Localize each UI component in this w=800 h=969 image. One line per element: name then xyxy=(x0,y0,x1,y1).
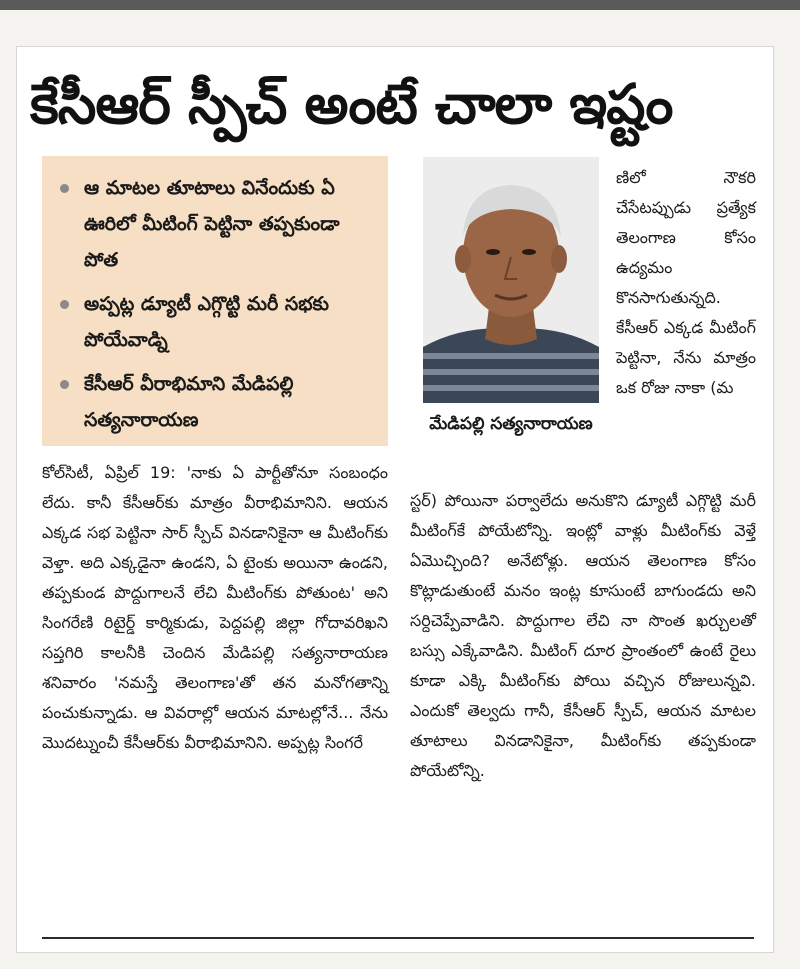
highlight-text: ఆ మాటల తూటాలు వినేందుకు ఏ ఊరిలో మీటింగ్ పెట్టినా తప్పకుండా పోత xyxy=(84,177,340,271)
highlights-list xyxy=(42,156,388,438)
bullet-icon xyxy=(60,300,69,309)
article-text-column-left: కోల్‌సిటీ, ఏప్రిల్ 19: 'నాకు ఏ పార్టీతోనూ సంబంధం లేదు. కానీ కేసీఆర్‌కు మాత్రం వీరాభిమానిని. ఆయన ఎక్కడ సభ పెట్టినా సార్ స్పీచ్ వినడానికైనా ఆ మీటింగ్‌కు వెళ్తా. అది ఎక్కడైనా ఉండని, ఏ టైంకు అయినా ఉండని, తప్పకుండ పొద్దుగాలనే లేచి మీటింగ్‌కు పోతుంట' అని సింగరేణి రిటైర్డ్ కార్మికుడు, పెద్దపల్లి జిల్లా గోదావరిఖని సప్తగిరి కాలనీకి చెందిన మేడిపల్లి సత్యనారాయణ శనివారం 'నమస్తే తెలంగాణ'తో తన మనోగతాన్ని పంచుకున్నాడు. ఆ వివరాల్లో ఆయన మాటల్లోనే... నేను మొదట్నుంచీ కేసీఆర్‌కు వీరాభిమానిని. అప్పట్ల సింగరే xyxy=(42,463,388,752)
next-article-headline-cropped xyxy=(42,950,754,969)
portrait-illustration xyxy=(423,157,599,403)
highlights-box xyxy=(42,156,388,446)
highlight-item xyxy=(56,286,378,358)
article-text-column-right: స్టర్) పోయినా పర్వాలేదు అనుకొని డ్యూటీ ఎగ్గొట్టి మరీ మీటింగ్‌కే పోయేటోన్ని. ఇంట్లో వాళ్లు మీటింగ్‌కు వెళ్తే ఏమొచ్చింది? అనేటోళ్లు. ఆయన తెలంగాణ కోసం కొట్లాడుతుంటే మనం ఇంట్ల కూసుంటే బాగుండదు అని సర్దిచెప్పేవాడిని. పొద్దుగాల లేచి నా సొంత ఖర్చులతో బస్సు ఎక్కేవాడిని. మీటింగ్ దూర ప్రాంతంలో ఉంటే రైలు కూడా ఎక్కి మీటింగ్‌కు పోయి వచ్చిన రోజులున్నవి. ఎందుకో తెల్వదు గానీ, కేసీఆర్ స్పీచ్, ఆయన మాటల తూటాలు వినడానికైనా, మీటింగ్‌కు తప్పకుండా పోయేటోన్ని. xyxy=(410,491,756,780)
bottom-rule xyxy=(42,937,754,939)
photo-caption: మేడిపల్లి సత్యనారాయణ xyxy=(429,414,593,434)
bullet-icon xyxy=(60,184,69,193)
bullet-icon xyxy=(60,380,69,389)
highlight-item xyxy=(56,170,378,278)
highlight-text: అప్పట్ల డ్యూటీ ఎగ్గొట్టి మరీ సభకు పోయేవాడ్ని xyxy=(84,293,329,351)
article-text-column-right-top: ణిలో నౌకరి చేసేటప్పుడు ప్రత్యేక తెలంగాణ కోసం ఉద్యమం కొనసాగుతున్నది. కేసీఆర్ ఎక్కడ మీటింగ్ పెట్టినా, నేను మాత్రం ఒక రోజు నాకా (మ xyxy=(616,168,756,397)
article-headline: కేసీఆర్ స్పీచ్ అంటే చాలా ఇష్టం xyxy=(30,72,673,136)
highlight-item xyxy=(56,366,378,438)
highlight-text: కేసీఆర్ వీరాభిమాని మేడిపల్లి సత్యనారాయణ xyxy=(84,373,294,431)
top-rule xyxy=(0,0,800,10)
portrait-photo xyxy=(423,157,599,403)
